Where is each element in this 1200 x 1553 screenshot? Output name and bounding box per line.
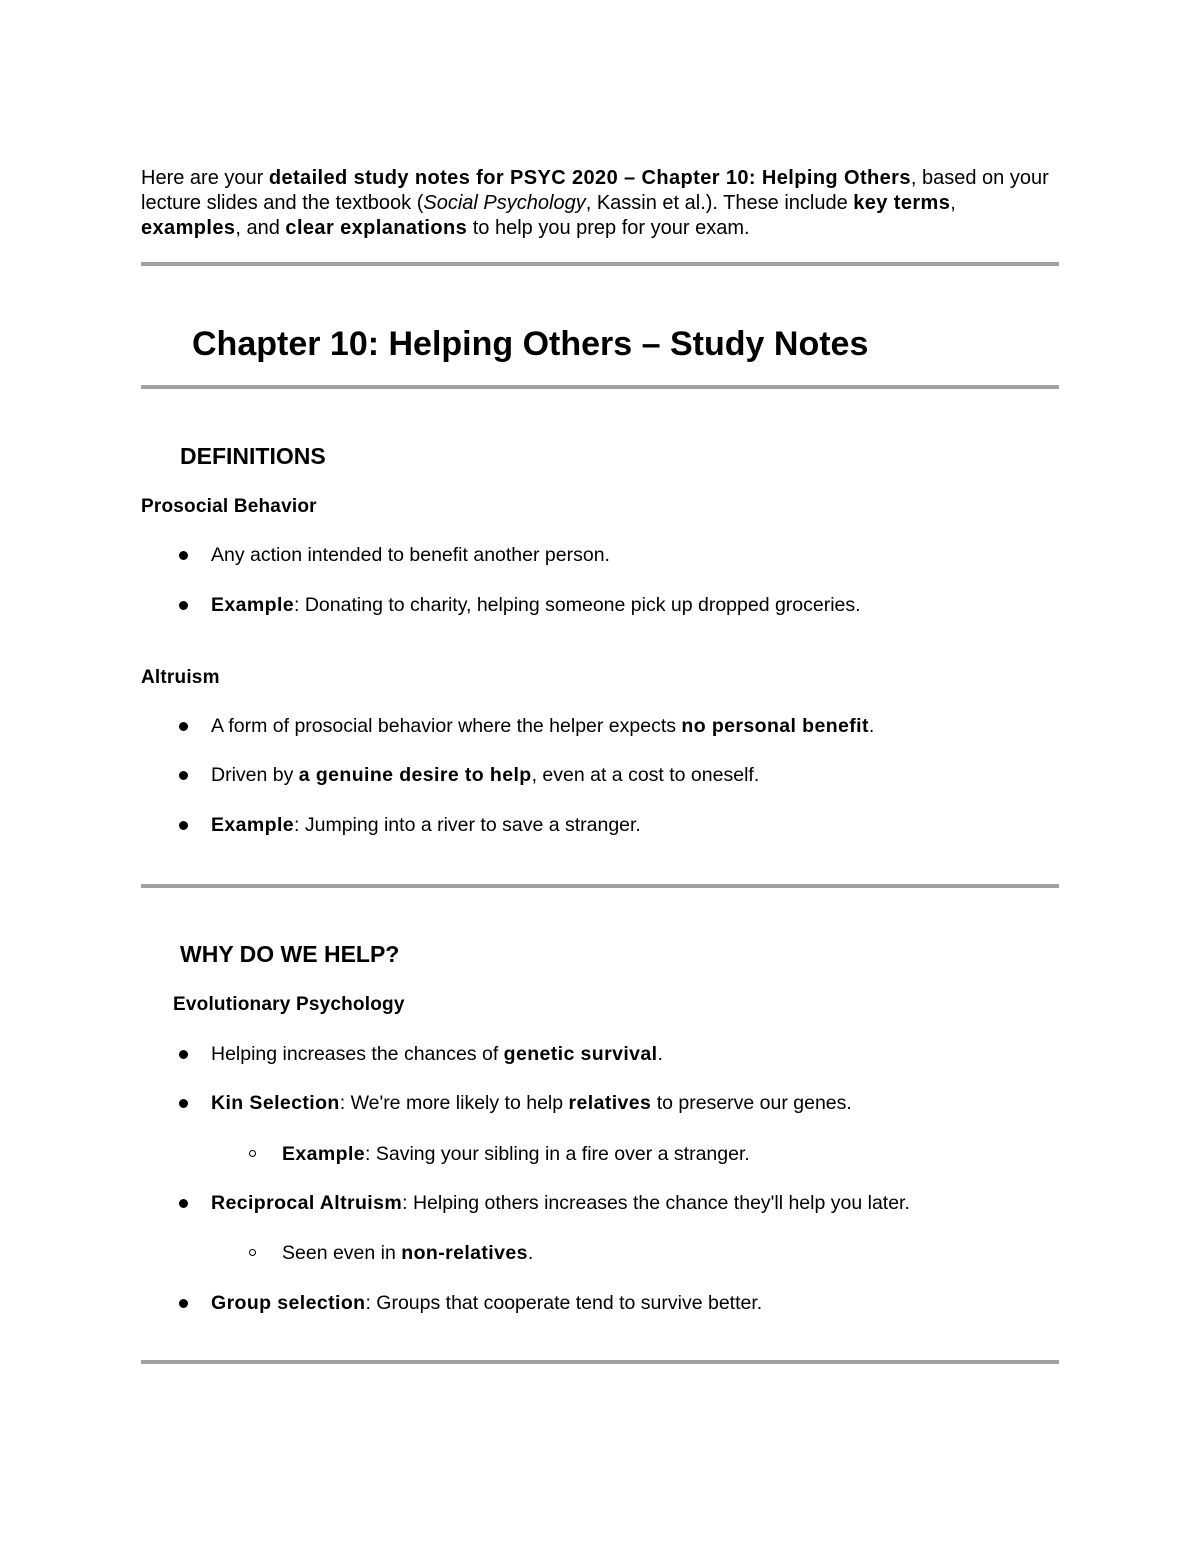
list-item: Any action intended to benefit another person. bbox=[211, 544, 610, 566]
bullet-icon bbox=[179, 1099, 188, 1108]
bullet-icon bbox=[179, 551, 188, 560]
list-item: Driven by a genuine desire to help, even at a cost to oneself. bbox=[211, 764, 760, 786]
term-heading-altruism: Altruism bbox=[141, 667, 220, 688]
page-title: Chapter 10: Helping Others – Study Notes bbox=[192, 325, 869, 363]
list-item: Helping increases the chances of genetic survival. bbox=[211, 1043, 663, 1065]
bullet-icon bbox=[179, 771, 188, 780]
sub-list-item: Seen even in non-relatives. bbox=[282, 1242, 534, 1264]
intro-paragraph: Here are your detailed study notes for PSYC 2020 – Chapter 10: Helping Others, based on your lecture slides and the textbook (Social Psychology, Kassin et al.). These include key terms, examples, and clear explanations to help you prep for your exam. bbox=[141, 167, 1049, 239]
bullet-icon bbox=[179, 601, 188, 610]
list-item: A form of prosocial behavior where the helper expects no personal benefit. bbox=[211, 715, 875, 737]
bullet-icon bbox=[179, 1199, 188, 1208]
bullet-icon bbox=[179, 1299, 188, 1308]
term-heading-prosocial: Prosocial Behavior bbox=[141, 496, 317, 517]
sub-bullet-icon bbox=[249, 1249, 256, 1256]
section-heading-definitions: DEFINITIONS bbox=[180, 443, 326, 469]
list-item: Reciprocal Altruism: Helping others increases the chance they'll help you later. bbox=[211, 1192, 910, 1214]
divider bbox=[141, 262, 1059, 266]
sub-bullet-icon bbox=[249, 1150, 256, 1157]
divider bbox=[141, 1360, 1059, 1364]
list-item: Kin Selection: We're more likely to help relatives to preserve our genes. bbox=[211, 1092, 852, 1114]
divider bbox=[141, 385, 1059, 389]
list-item: Example: Jumping into a river to save a stranger. bbox=[211, 814, 641, 836]
section-heading-why-help: WHY DO WE HELP? bbox=[180, 941, 400, 967]
list-item: Example: Donating to charity, helping someone pick up dropped groceries. bbox=[211, 594, 861, 616]
term-heading-evolutionary: Evolutionary Psychology bbox=[173, 994, 405, 1015]
bullet-icon bbox=[179, 821, 188, 830]
list-item: Group selection: Groups that cooperate tend to survive better. bbox=[211, 1292, 763, 1314]
sub-list-item: Example: Saving your sibling in a fire over a stranger. bbox=[282, 1143, 750, 1165]
bullet-icon bbox=[179, 1050, 188, 1059]
divider bbox=[141, 884, 1059, 888]
bullet-icon bbox=[179, 722, 188, 731]
